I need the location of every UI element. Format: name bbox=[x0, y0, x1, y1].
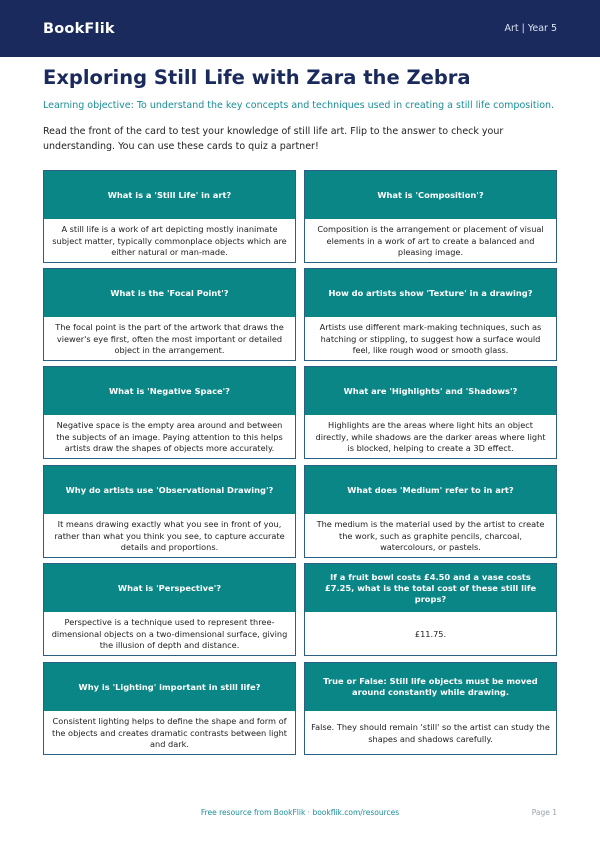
brand-logo[interactable]: BookFlik bbox=[43, 20, 115, 37]
footer-link[interactable]: Free resource from BookFlik · bookflik.com/resources bbox=[200, 808, 400, 817]
flashcard[interactable] bbox=[304, 662, 557, 755]
flashcard[interactable] bbox=[43, 563, 296, 656]
card-question: What is 'Negative Space'? bbox=[44, 367, 295, 415]
flashcard[interactable] bbox=[43, 366, 296, 459]
card-answer: £11.75. bbox=[414, 628, 447, 639]
flashcard[interactable] bbox=[304, 268, 557, 361]
flashcard[interactable] bbox=[304, 563, 557, 656]
card-answer: False. They should remain 'still' so the artist can study the shapes and shadows carefully. bbox=[311, 722, 550, 744]
card-question: What is the 'Focal Point'? bbox=[44, 269, 295, 317]
card-answer: A still life is a work of art depicting mostly inanimate subject matter, typically commonplace objects which are either natural or man-made. bbox=[52, 224, 287, 258]
intro-text: Read the front of the card to test your knowledge of still life art. Flip to the answer to check your understanding. You can use these cards to quiz a partner! bbox=[43, 126, 504, 152]
flashcard[interactable] bbox=[43, 268, 296, 361]
card-answer: Perspective is a technique used to represent three-dimensional objects on a two-dimensional surface, giving the illusion of depth and distance. bbox=[51, 617, 288, 651]
flashcard[interactable] bbox=[304, 465, 557, 558]
card-question: Why is 'Lighting' important in still life? bbox=[44, 663, 295, 711]
flashcard[interactable] bbox=[43, 662, 296, 755]
header-bar bbox=[0, 0, 600, 57]
learning-objective: Learning objective: To understand the key concepts and techniques used in creating a still life composition. bbox=[43, 100, 555, 111]
card-question: What are 'Highlights' and 'Shadows'? bbox=[305, 367, 556, 415]
card-answer: Highlights are the areas where light hits an object directly, while shadows are the darker areas where light is blocked, helping to create a 3D effect. bbox=[315, 420, 546, 454]
page-title: Exploring Still Life with Zara the Zebra bbox=[43, 66, 471, 89]
card-question: What is 'Perspective'? bbox=[44, 564, 295, 612]
breadcrumb: Art | Year 5 bbox=[504, 23, 557, 34]
card-answer: The focal point is the part of the artwork that draws the viewer's eye first, often the most important or detailed object in the arrangement. bbox=[55, 322, 284, 356]
card-question: If a fruit bowl costs £4.50 and a vase costs £7.25, what is the total cost of these still life props? bbox=[305, 564, 556, 612]
card-question: What does 'Medium' refer to in art? bbox=[305, 466, 556, 514]
flashcard[interactable] bbox=[43, 170, 296, 263]
card-question: Why do artists use 'Observational Drawing'? bbox=[44, 466, 295, 514]
card-question: True or False: Still life objects must be moved around constantly while drawing. bbox=[305, 663, 556, 711]
flashcard[interactable] bbox=[304, 170, 557, 263]
card-answer: Composition is the arrangement or placement of visual elements in a work of art to create a balanced and pleasing image. bbox=[317, 224, 544, 258]
flashcard[interactable] bbox=[43, 465, 296, 558]
card-answer: It means drawing exactly what you see in front of you, rather than what you think you see, to capture accurate details and proportions. bbox=[54, 519, 285, 553]
card-answer: Artists use different mark-making techniques, such as hatching or stippling, to suggest how a surface would feel, like rough wood or smooth glass. bbox=[319, 322, 542, 356]
card-question: What is 'Composition'? bbox=[305, 171, 556, 219]
card-answer: Consistent lighting helps to define the shape and form of the objects and creates dramatic contrasts between light and dark. bbox=[52, 716, 287, 750]
flashcard[interactable] bbox=[304, 366, 557, 459]
card-question: What is a 'Still Life' in art? bbox=[44, 171, 295, 219]
card-answer: The medium is the material used by the artist to create the work, such as graphite pencils, charcoal, watercolours, or pastels. bbox=[316, 519, 545, 553]
card-answer: Negative space is the empty area around and between the subjects of an image. Paying attention to this helps artists draw the shapes of objects more accurately. bbox=[56, 420, 283, 454]
page-number: Page 1 bbox=[531, 808, 557, 817]
card-question: How do artists show 'Texture' in a drawing? bbox=[305, 269, 556, 317]
